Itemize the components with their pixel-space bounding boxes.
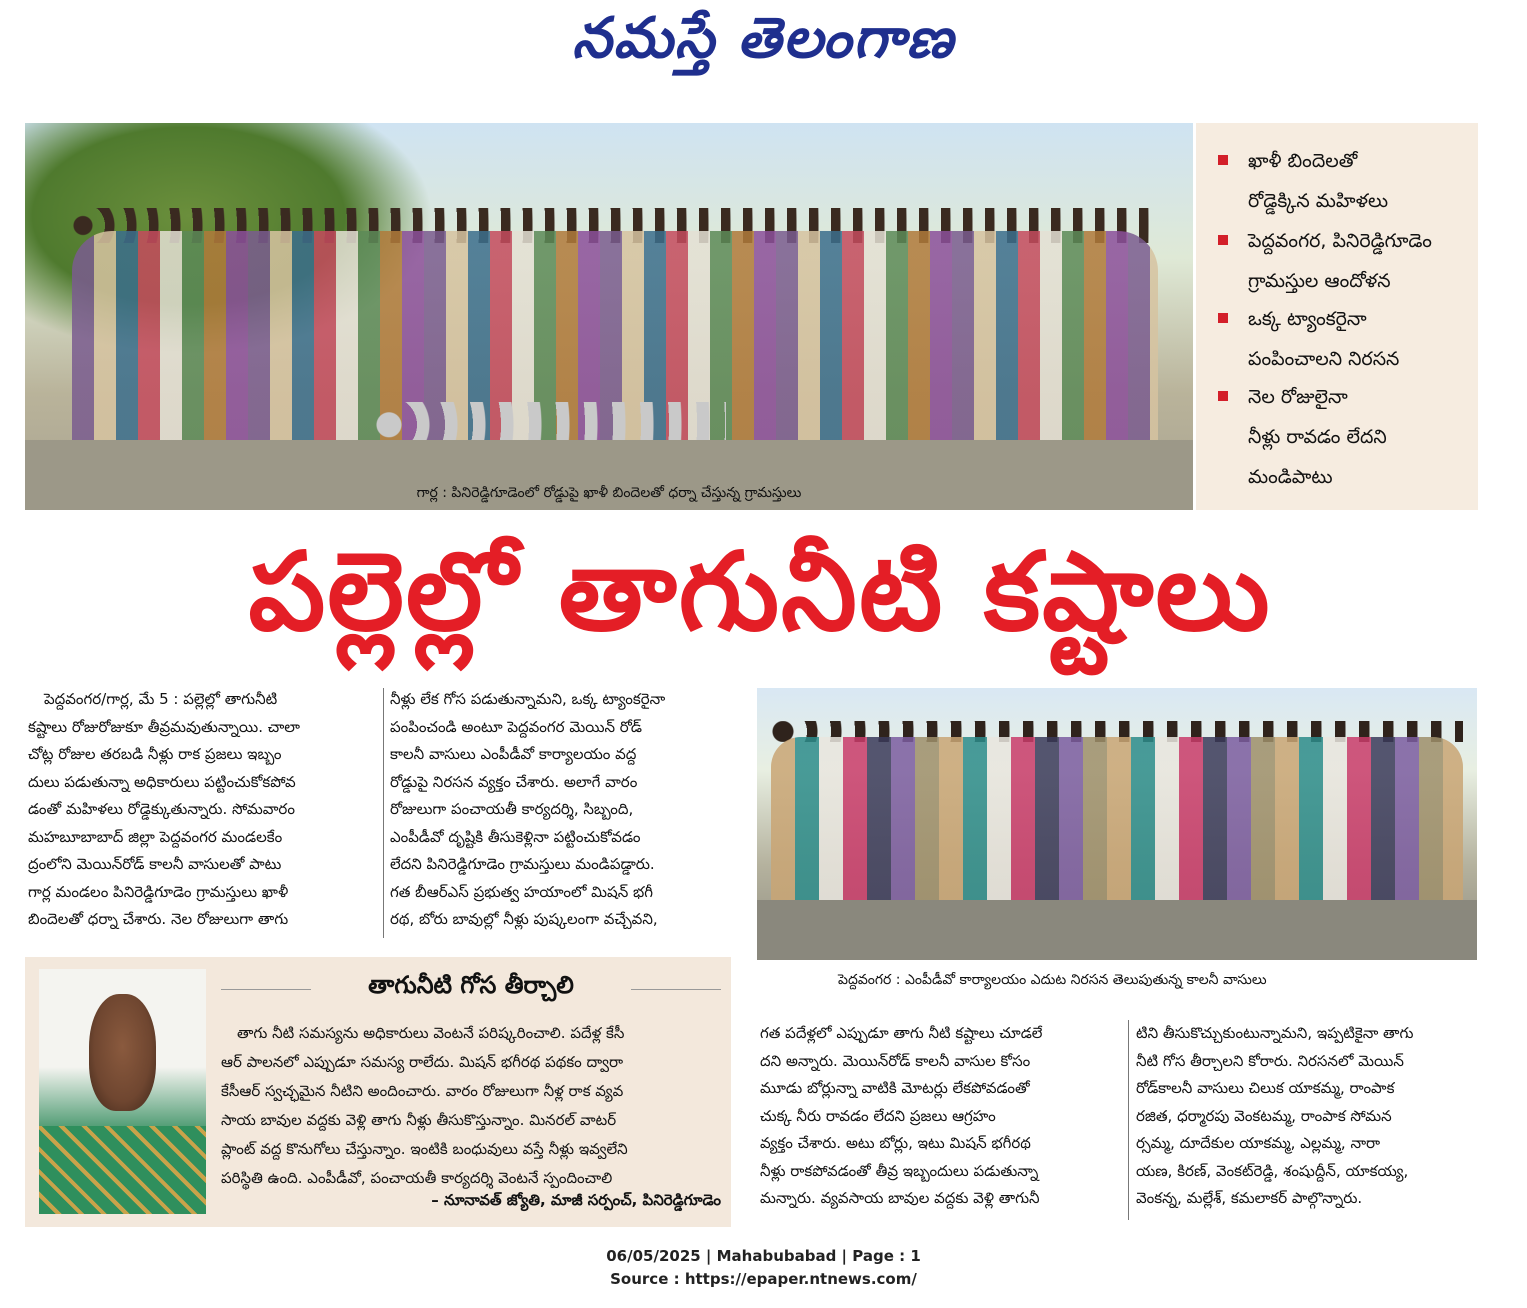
column-divider xyxy=(383,688,384,938)
second-photo xyxy=(757,688,1477,960)
article-line: కాలనీ వాసులు ఎంపీడీవో కార్యాలయం వద్ద xyxy=(390,745,637,763)
article-line: వెంకన్న, మల్లేశ్, కమలాకర్ పాల్గొన్నారు. xyxy=(1136,1189,1363,1207)
portrait-face xyxy=(89,994,156,1112)
quote-title: తాగునీటి గోస తీర్చాలి xyxy=(368,971,574,999)
bullet-square-icon xyxy=(1218,155,1228,165)
article-line: గత బీఆర్‌ఎస్ ప్రభుత్వ హయాంలో మిషన్ భగీ xyxy=(390,882,654,901)
article-line: గార్ల మండలం పినిరెడ్డిగూడెం గ్రామస్తులు ఖాళీ xyxy=(28,882,289,901)
footer-dateline: 06/05/2025 | Mahabubabad | Page : 1 xyxy=(606,1247,921,1265)
article-line: మూడు బోర్లున్నా వాటికి మోటర్లు లేకపోవడంతో xyxy=(760,1079,1030,1097)
article-line: డంతో మహిళలు రోడ్డెక్కుతున్నారు. సోమవారం xyxy=(28,800,295,818)
article-line: గత పదేళ్లలో ఎప్పుడూ తాగు నీటి కష్టాలు చూడలే xyxy=(760,1024,1043,1042)
article-line: కష్టాలు రోజురోజుకూ తీవ్రమవుతున్నాయి. చాలా xyxy=(28,717,300,736)
article-line: టిని తీసుకొచ్చుకుంటున్నామని, ఇప్పటికైనా తాగు xyxy=(1136,1024,1414,1042)
quote-title-rule-left xyxy=(221,989,311,990)
article-line: దులు పడుతున్నా అధికారులు పట్టించుకోకపోవ xyxy=(28,772,296,791)
highlight-item: ఖాళీ బిందెలతో రోడ్డెక్కిన మహిళలు xyxy=(1218,141,1470,221)
footer-source: Source : https://epaper.ntnews.com/ xyxy=(610,1270,917,1288)
article-column-3 xyxy=(760,1020,1122,1213)
article-line: రోడ్‌కాలనీ వాసులు చిలుక యాకమ్మ, రాంపాక xyxy=(1136,1079,1395,1097)
article-line: నీళ్లు రాకపోవడంతో తీవ్ర ఇబ్బందులు పడుతున్నా xyxy=(760,1161,1039,1180)
article-column-4 xyxy=(1136,1020,1476,1213)
headline: పల్లెల్లో తాగునీటి కష్టాలు xyxy=(248,530,1272,655)
portrait-saree xyxy=(39,1126,206,1214)
article-line: పంపించండి అంటూ పెద్దవంగర మెయిన్ రోడ్ xyxy=(390,717,642,736)
highlight-item: నెల రోజులైనా నీళ్లు రావడం లేదని మండిపాటు xyxy=(1218,377,1470,497)
article-line: పెద్దవంగర/గార్ల, మే 5 : పల్లెల్లో తాగునీటి xyxy=(44,690,278,708)
article-line: రథ, బోరు బావుల్లో నీళ్లు పుష్కలంగా వచ్చేవని, xyxy=(390,910,658,928)
quote-box xyxy=(25,957,731,1227)
photo-water-pots xyxy=(375,402,725,441)
photo-road xyxy=(757,900,1477,960)
column-divider xyxy=(1128,1020,1129,1220)
article-line: చోట్ల రోజుల తరబడి నీళ్లు రాక ప్రజలు ఇబ్బం xyxy=(28,745,282,763)
article-line: రోడ్డుపై నిరసన వ్యక్తం చేశారు. అలాగే వారం xyxy=(390,772,638,791)
quote-line: సాయ బావుల వద్దకు వెళ్లి తాగు నీళ్లు తీసుకొస్తున్నాం. మినరల్ వాటర్ xyxy=(221,1111,617,1129)
article-line: మహబూబాబాద్ జిల్లా పెద్దవంగర మండలకేం xyxy=(28,827,283,846)
masthead-logo: నమస్తే తెలంగాణ xyxy=(572,6,955,71)
quote-line: ఆర్ పాలనలో ఎప్పుడూ సమస్య రాలేదు. మిషన్ భగీరథ పథకం ద్వారా xyxy=(221,1053,624,1071)
article-line: ర్సమ్మ, దూదేకుల యాకమ్మ, ఎల్లమ్మ, నారా xyxy=(1136,1134,1381,1152)
quote-body xyxy=(221,1019,721,1193)
article-line: నీళ్లు లేక గోస పడుతున్నామని, ఒక్క ట్యాంకరైనా xyxy=(390,690,666,708)
top-photo-caption: గార్ల : పినిరెడ్డిగూడెంలో రోడ్డుపై ఖాళీ బిందెలతో ధర్నా చేస్తున్న గ్రామస్తులు xyxy=(416,485,802,501)
quote-signature: – నూనావత్ జ్యోతి, మాజీ సర్పంచ్, పినిరెడ్డిగూడెం xyxy=(431,1191,721,1209)
article-line: వ్యక్తం చేశారు. అటు బోర్లు, ఇటు మిషన్ భగీరథ xyxy=(760,1134,1031,1152)
article-line: లేదని పినిరెడ్డిగూడెం గ్రామస్తులు మండిపడ్డారు. xyxy=(390,855,655,873)
article-line: మన్నారు. వ్యవసాయ బావుల వద్దకు వెళ్లి తాగునీ xyxy=(760,1189,1040,1207)
highlights-box xyxy=(1196,123,1478,510)
quote-line: కేసీఆర్ స్వచ్ఛమైన నీటిని అందించారు. వారం రోజులుగా నీళ్ల రాక వ్యవ xyxy=(221,1082,624,1100)
bullet-square-icon xyxy=(1218,313,1228,323)
quote-line: తాగు నీటి సమస్యను అధికారులు వెంటనే పరిష్కరించాలి. పదేళ్ల కేసీ xyxy=(237,1024,625,1042)
article-column-1 xyxy=(28,686,378,934)
bullet-square-icon xyxy=(1218,391,1228,401)
article-line: దని అన్నారు. మెయిన్‌రోడ్ కాలనీ వాసుల కోసం xyxy=(760,1051,1031,1070)
top-photo xyxy=(25,123,1193,510)
article-line: నీటి గోస తీర్చాలని కోరారు. నిరసనలో మెయిన్ xyxy=(1136,1051,1404,1070)
quote-portrait xyxy=(39,969,206,1214)
highlight-item: పెద్దవంగర, పినిరెడ్డిగూడెం గ్రామస్తుల ఆందోళన xyxy=(1218,221,1470,301)
article-column-2 xyxy=(390,686,738,934)
article-line: ద్రంలోని మెయిన్‌రోడ్ కాలనీ వాసులతో పాటు xyxy=(28,855,282,873)
second-photo-caption: పెద్దవంగర : ఎంపీడీవో కార్యాలయం ఎదుట నిరసన తెలుపుతున్న కాలనీ వాసులు xyxy=(838,972,1267,988)
article-line: బిందెలతో ధర్నా చేశారు. నెల రోజులుగా తాగు xyxy=(28,910,289,928)
article-line: రజిత, ధర్మారపు వెంకటమ్మ, రాంపాక సోమన xyxy=(1136,1106,1392,1125)
quote-title-rule-right xyxy=(631,989,721,990)
article-line: ఎంపీడీవో దృష్టికి తీసుకెళ్లినా పట్టించుకోవడం xyxy=(390,827,641,846)
highlight-item: ఒక్క ట్యాంకరైనా పంపించాలని నిరసన xyxy=(1218,299,1470,379)
quote-line: పరిస్థితి ఉంది. ఎంపీడీవో, పంచాయతీ కార్యదర్శి వెంటనే స్పందించాలి xyxy=(221,1169,613,1187)
quote-line: ప్లాంట్ వద్ద కొనుగోలు చేస్తున్నాం. ఇంటికి బంధువులు వస్తే నీళ్లు ఇవ్వలేని xyxy=(221,1140,628,1158)
article-line: రోజులుగా పంచాయతీ కార్యదర్శి, సిబ్బంది, xyxy=(390,800,634,818)
bullet-square-icon xyxy=(1218,235,1228,245)
photo-crowd xyxy=(771,737,1462,906)
article-line: చుక్క నీరు రావడం లేదని ప్రజలు ఆగ్రహం xyxy=(760,1106,996,1125)
article-line: యణ, కిరణ్, వెంకట్‌రెడ్డి, శంషుద్దీన్, యాకయ్య, xyxy=(1136,1161,1409,1180)
